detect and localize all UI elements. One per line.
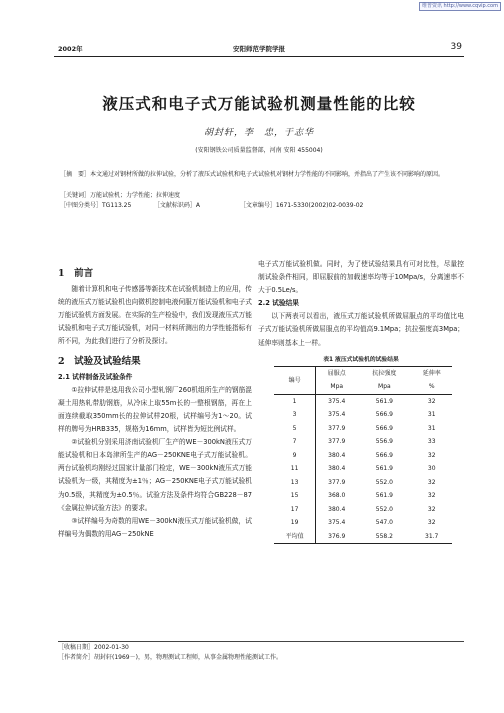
table-row xyxy=(274,435,452,449)
author-bio: ［作者简介］胡封轩(1969－)，男，物理测试工程师，从事金属物理性能测试工作。 xyxy=(58,654,282,661)
table-cell-id: 19 xyxy=(274,516,316,530)
table-caption: 表1 液压式试验机的试验结果 xyxy=(323,356,399,363)
table-row xyxy=(274,408,452,422)
running-header xyxy=(54,44,464,55)
header-journal: 安阳师范学院学报 xyxy=(233,45,285,53)
table-cell: 552.0 xyxy=(375,505,393,513)
table-row xyxy=(274,476,452,490)
table-cell-id: 1 xyxy=(274,394,316,408)
table-cell: 376.9 xyxy=(316,530,358,544)
table-row xyxy=(274,489,452,503)
table-cell: 32 xyxy=(427,492,436,500)
header-page-number: 39 xyxy=(450,42,462,52)
table-cell-id: 5 xyxy=(274,422,316,436)
table-cell: 380.4 xyxy=(328,505,346,513)
subsection-heading-conditions: 2.1 试样制备及试验条件 xyxy=(58,372,133,381)
clc-number: ［中图分类号］TG113.25 xyxy=(60,202,132,209)
document-code: ［文献标识码］A xyxy=(153,202,201,209)
classification-row xyxy=(60,201,460,211)
table-row xyxy=(274,530,452,544)
table-cell: 547.0 xyxy=(375,519,393,527)
section-heading-experiment: 2 试验及试验结果 xyxy=(58,355,141,367)
table-cell: 32 xyxy=(427,397,436,405)
table-cell: 558.2 xyxy=(357,530,411,544)
header-year: 2002年 xyxy=(58,45,83,53)
table-cell-id: 7 xyxy=(274,435,316,449)
table-cell: 33 xyxy=(427,438,436,446)
table-row xyxy=(274,394,452,408)
paragraph-machines: ②试验机分别采用济南试验机厂生产的WE－300kN液压式万能试验机和日本岛津所生产的AG－250KNE电子式万能试验机。两台试验机均刚经过国家计量部门检定，WE－300kN液压式万能试验机为一级，其精度为±1％；AG－250KNE电子式万能试验机为0.5级，其精度为±0.5％。试验方法及条件均符合GB228－87《金属拉伸试验方法》的要求。 xyxy=(58,438,252,512)
table-cell: 561.9 xyxy=(375,397,393,405)
table-row xyxy=(274,503,452,517)
table-cell: 552.0 xyxy=(375,478,393,486)
metadata-block xyxy=(60,191,460,211)
table-header-tensile: 抗拉强度 xyxy=(357,366,411,380)
table-cell: 375.4 xyxy=(328,519,346,527)
table-header-elongation: 延伸率 xyxy=(411,366,452,380)
table-cell: 556.9 xyxy=(375,438,393,446)
table-cell: 561.9 xyxy=(375,465,393,473)
results-table xyxy=(274,366,452,545)
table-cell: 32 xyxy=(427,451,436,459)
left-column xyxy=(58,264,252,541)
article-number: ［文章编号］1671-5330(2002)02-0039-02 xyxy=(239,202,364,209)
paragraph-specimens: ①拉伸试样是选用我公司小型轧钢厂260机组所生产的钢筋混凝土用热轧带肋钢筋，从冷床上取55m长的一整根钢筋，再在上面连续截取350mm长的拉伸试样20根，试样编号为1～20。试样的牌号为HRB335，规格为16mm，试样皆为短比例试样。 xyxy=(58,385,252,434)
table-cell-id: 15 xyxy=(274,489,316,503)
table-cell: 561.9 xyxy=(375,492,393,500)
table-cell: 30 xyxy=(427,465,436,473)
table-cell: 31.7 xyxy=(411,530,452,544)
intro-paragraph: 随着计算机和电子传感器等新技术在试验机制造上的应用，传统的液压式万能试验机也向微机控制电液伺服万能试验机和电子式万能试验机方面发展。在实际的生产检验中，我们发现液压式万能试验机和电子式万能试验机，对同一材料所测出的力学性能指标有所不同，为此我们进行了分析及探讨。 xyxy=(58,285,252,346)
table-cell: 377.9 xyxy=(328,438,346,446)
table-row xyxy=(274,449,452,463)
table-cell-id: 11 xyxy=(274,462,316,476)
keywords: ［关键词］万能试验机；力学性能；拉伸速度 xyxy=(60,192,181,199)
table-cell-id: 17 xyxy=(274,503,316,517)
table-unit: % xyxy=(411,380,452,394)
table-cell: 368.0 xyxy=(328,492,346,500)
table-header-yield: 屈服点 xyxy=(316,366,358,380)
table-cell: 566.9 xyxy=(375,424,393,432)
table-cell-id: 平均值 xyxy=(274,530,316,544)
abstract: ［摘 要］本文通过对钢材所做的拉伸试验，分析了液压式试验机和电子式试验机对钢材力学性能的不同影响，并指出了产生该不同影响的原因。 xyxy=(60,171,445,178)
table-cell: 32 xyxy=(427,505,436,513)
table-cell-id: 3 xyxy=(274,408,316,422)
table-cell: 31 xyxy=(427,411,436,419)
table-cell: 32 xyxy=(427,519,436,527)
subsection-heading-results: 2.2 试验结果 xyxy=(258,299,299,308)
footnotes xyxy=(58,643,464,663)
table-cell: 375.4 xyxy=(328,397,346,405)
table-cell: 380.4 xyxy=(328,465,346,473)
table-cell-id: 13 xyxy=(274,476,316,490)
table-row xyxy=(274,516,452,530)
affiliation: (安阳钢铁公司质量监督部，河南 安阳 455004) xyxy=(195,147,323,154)
paragraph-continuation: 电子式万能试验机做。同时，为了使试验结果具有可对比性，尽量控制试验条件相同，即屈服前的加载速率均等于10Mpa/s，分离速率不大于0.5Le/s。 xyxy=(258,260,464,295)
authors: 胡封轩，李 忠，于志华 xyxy=(203,128,314,138)
table-cell: 377.9 xyxy=(328,424,346,432)
footnote-rule xyxy=(58,641,464,642)
watermark-stamp: 维普资讯 http://www.cqvip.com xyxy=(419,2,501,11)
table-cell: 566.9 xyxy=(375,451,393,459)
received-date: ［收稿日期］2002-01-30 xyxy=(58,644,129,651)
table-cell: 31 xyxy=(427,424,436,432)
right-column xyxy=(258,258,464,544)
table-cell: 375.4 xyxy=(328,411,346,419)
header-rule xyxy=(54,56,464,57)
table-cell: 566.9 xyxy=(375,411,393,419)
table-row xyxy=(274,462,452,476)
table-cell: 32 xyxy=(427,478,436,486)
paragraph-assignment: ③试样编号为奇数的用WE－300kN液压式万能试验机做，试样编号为偶数的用AG－250kNE xyxy=(58,516,252,538)
paper-title: 液压式和电子式万能试验机测量性能的比较 xyxy=(102,95,416,113)
section-heading-intro: 1 前言 xyxy=(58,268,94,279)
table-unit: Mpa xyxy=(357,380,411,394)
table-cell: 380.4 xyxy=(328,451,346,459)
table-cell: 377.9 xyxy=(328,478,346,486)
table-unit: Mpa xyxy=(316,380,358,394)
table-row xyxy=(274,422,452,436)
table-cell-id: 9 xyxy=(274,449,316,463)
table-header-id: 编号 xyxy=(274,366,316,394)
paragraph-results: 以下两表可以看出，液压式万能试验机所做屈服点的平均值比电子式万能试验机所做屈服点的平均值高9.1Mpa；抗拉强度高3Mpa；延伸率则基本上一样。 xyxy=(258,312,464,347)
